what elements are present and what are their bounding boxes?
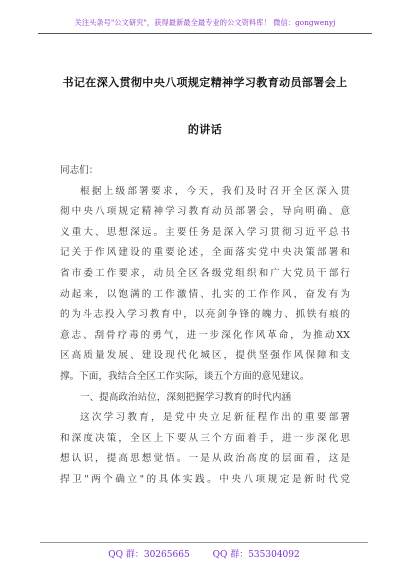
salutation: 同志们： xyxy=(60,165,99,176)
document-title-line-1: 书记在深入贯彻中央八项规定精神学习教育动员部署会上 xyxy=(62,76,348,89)
body-line: 的为斗志投入学习教育中，以亮剑争锋的魄力、抓铁有痕的 xyxy=(60,309,350,321)
body-line: 根据上级部署要求，今天，我们及时召开全区深入贯 xyxy=(80,185,350,197)
body-line: 这次学习教育，是党中央立足新征程作出的重要部署 xyxy=(80,412,350,424)
body-line: 动起来，以饱满的工作激情、扎实的工作作风，奋发有为 xyxy=(60,288,350,300)
footer-contacts xyxy=(0,547,408,560)
header-notice: 关注头条号"公文研究"，获得最新最全最专业的公文资料库！ 微信：gongwenyj xyxy=(74,18,336,27)
section-heading: 一、提高政治站位，深刻把握学习教育的时代内涵 xyxy=(80,391,292,403)
body-line: 省市委工作要求，动员全区各级党组织和广大党员干部行 xyxy=(60,267,350,279)
body-line: 彻中央八项规定精神学习教育动员部署会，导向明确、意 xyxy=(60,206,350,218)
document-body xyxy=(60,161,350,491)
body-line: 意志、刮骨疗毒的勇气，进一步深化作风革命，为推动XX xyxy=(60,329,350,341)
body-line: 区高质量发展、建设现代化城区，提供坚强作风保障和支 xyxy=(60,350,350,362)
footer-qq-group-2: QQ 群：535304092 xyxy=(212,550,300,560)
body-line: 撑。下面，我结合全区工作实际，谈五个方面的意见建议。 xyxy=(60,370,310,382)
body-line: 捍卫"两个确立"的具体实践。中央八项规定是新时代党 xyxy=(60,473,350,485)
body-line: 和深度决策，全区上下要从三个方面着手，进一步深化思 xyxy=(60,432,350,444)
document-title-line-2: 的讲话 xyxy=(187,123,223,136)
header-divider xyxy=(38,33,372,34)
body-line: 记关于作风建设的重要论述，全面落实党中央决策部署和 xyxy=(60,247,350,259)
footer-divider xyxy=(40,542,368,543)
footer-qq-group-1: QQ 群：30265665 xyxy=(108,550,190,560)
body-line: 义重大、思想深远。主要任务是深入学习贯彻习近平总书 xyxy=(60,226,350,238)
body-line: 想认识，提高思想觉悟。一是从政治高度的层面看，这是 xyxy=(60,453,350,465)
